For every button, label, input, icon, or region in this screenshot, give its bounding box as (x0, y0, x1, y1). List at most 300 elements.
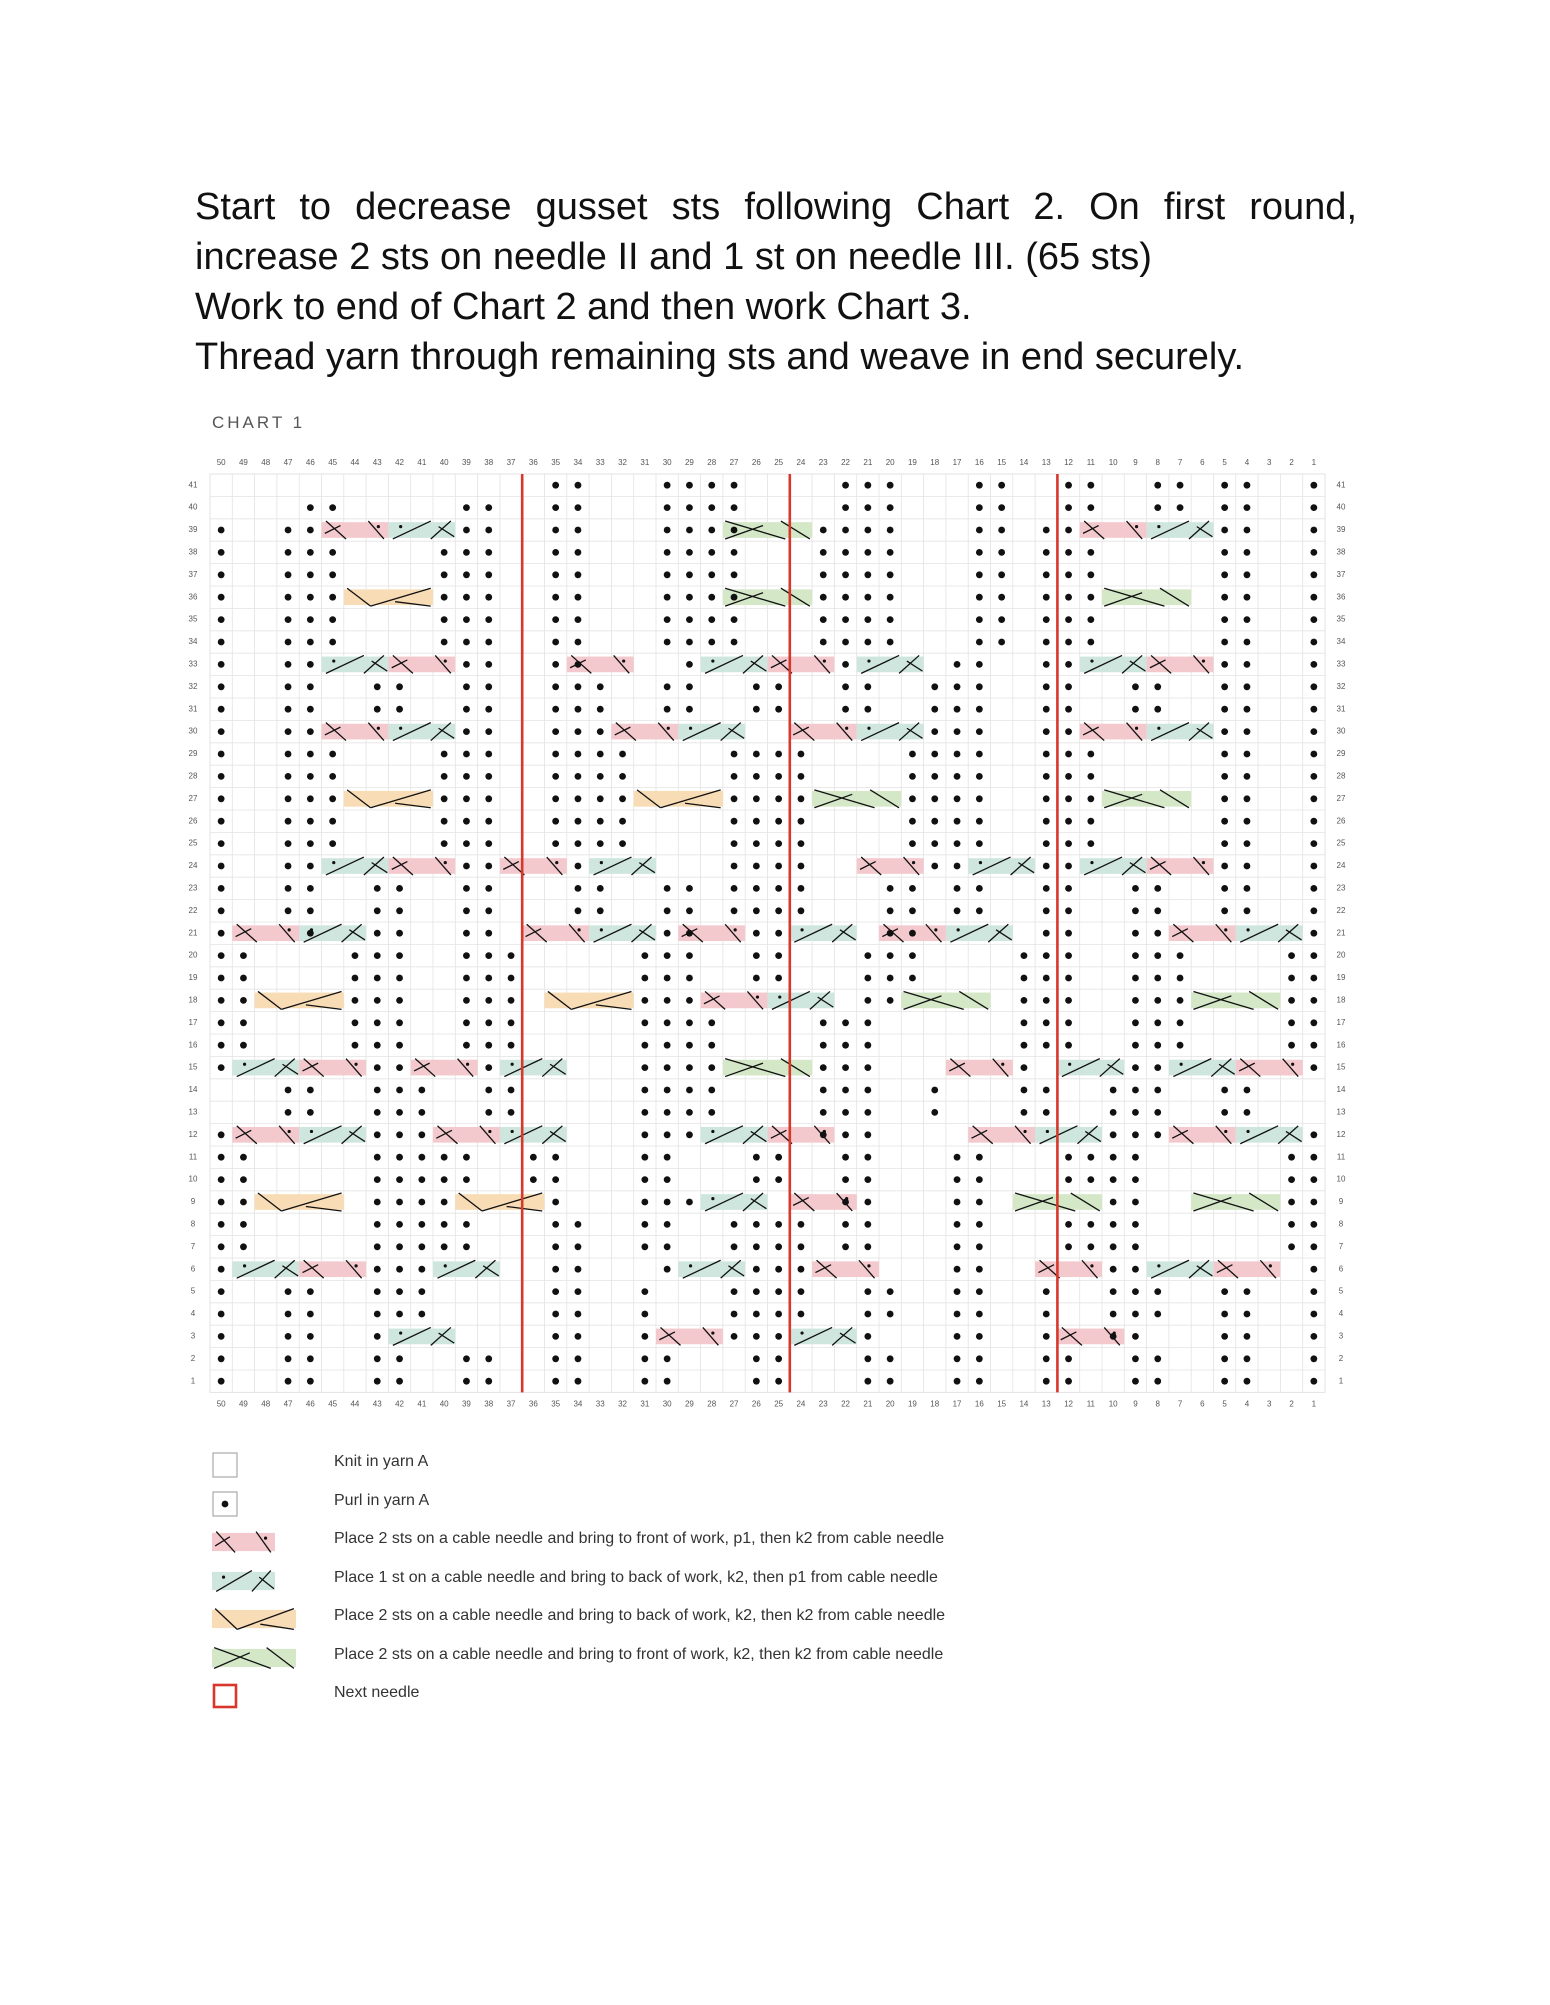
purl-dot-r20-c43 (374, 952, 381, 959)
purl-dot-r22-c20 (887, 907, 894, 914)
purl-dot-r3-c13 (1043, 1333, 1050, 1340)
purl-dot-r25-c16 (976, 840, 983, 847)
purl-dot-r24-c26 (753, 863, 760, 870)
purl-dot-r13-c21 (864, 1109, 871, 1116)
cable-pfp-r15-c46 (299, 1059, 366, 1077)
purl-dot-r30-c47 (285, 728, 292, 735)
purl-dot-r35-c47 (285, 616, 292, 623)
purl-dot-r16-c31 (641, 1042, 648, 1049)
purl-dot-r10-c16 (976, 1176, 983, 1183)
row-number-right-8: 8 (1338, 1219, 1344, 1229)
col-number-top-49: 49 (238, 458, 248, 468)
purl-dot-r41-c8 (1154, 482, 1161, 489)
purl-dot-r22-c25 (775, 907, 782, 914)
purl-dot-r7-c2 (1288, 1243, 1295, 1250)
purl-dot-r40-c21 (864, 504, 871, 511)
cable-bkp-r21-c24 (790, 924, 857, 942)
instruction-paragraph-3: Thread yarn through remaining sts and weave in end securely. (195, 336, 1245, 378)
cable-bc-r18-c48 (255, 991, 344, 1009)
col-number-top-21: 21 (863, 458, 873, 468)
purl-dot-r9-c43 (374, 1199, 381, 1206)
col-number-top-40: 40 (439, 458, 449, 468)
purl-dot-r31-c8 (1154, 706, 1161, 713)
row-number-right-7: 7 (1338, 1241, 1344, 1251)
purl-dot-r17-c50 (218, 1019, 225, 1026)
purl-dot-r31-c46 (307, 706, 314, 713)
purl-dot-r7-c10 (1110, 1243, 1117, 1250)
purl-dot-r5-c46 (307, 1288, 314, 1295)
cable-bkp-r15-c37 (500, 1059, 567, 1077)
purl-dot-r28-c34 (575, 773, 582, 780)
col-number-top-33: 33 (595, 458, 605, 468)
purl-dot-r18-c7 (1177, 997, 1184, 1004)
purl-dot-r4-c25 (775, 1311, 782, 1318)
purl-dot-r40-c15 (998, 504, 1005, 511)
purl-dot-r38-c40 (441, 549, 448, 556)
purl-dot-r14-c14 (1021, 1087, 1028, 1094)
purl-dot-r35-c1 (1310, 616, 1317, 623)
purl-dot-r29-c38 (485, 751, 492, 758)
purl-dot-r5-c9 (1132, 1288, 1139, 1295)
purl-dot-r10-c43 (374, 1176, 381, 1183)
purl-dot-r7-c22 (842, 1243, 849, 1250)
purl-dot-r32-c13 (1043, 683, 1050, 690)
purl-dot-r41-c15 (998, 482, 1005, 489)
purl-dot-r37-c11 (1087, 571, 1094, 578)
purl-dot-r34-c11 (1087, 639, 1094, 646)
col-number-bottom-29: 29 (684, 1399, 694, 1409)
purl-dot-r37-c1 (1310, 571, 1317, 578)
purl-dot-r32-c47 (285, 683, 292, 690)
purl-dot-r31-c47 (285, 706, 292, 713)
purl-dot-r8-c22 (842, 1221, 849, 1228)
purl-dot-r25-c27 (731, 840, 738, 847)
purl-dot-r23-c19 (909, 885, 916, 892)
purl-dot-r31-c39 (463, 706, 470, 713)
purl-dot-r32-c4 (1244, 683, 1251, 690)
purl-dot-r30-c46 (307, 728, 314, 735)
purl-dot-r39-c47 (285, 527, 292, 534)
purl-dot-r24-c1 (1310, 863, 1317, 870)
purl-dot-r25-c38 (485, 840, 492, 847)
purl-dot-r34-c28 (708, 639, 715, 646)
cable-pfp-r33-c25 (768, 655, 835, 673)
purl-dot-r2-c4 (1244, 1355, 1251, 1362)
purl-dot-r21-c1 (1310, 930, 1317, 937)
purl-dot-r4-c5 (1221, 1311, 1228, 1318)
next-needle-icon (212, 1683, 312, 1711)
purl-dot-r3-c31 (641, 1333, 648, 1340)
purl-dot-r25-c26 (753, 840, 760, 847)
cable-bc-r18-c35 (545, 991, 634, 1009)
row-number-right-29: 29 (1336, 749, 1346, 759)
purl-dot-r32-c29 (686, 683, 693, 690)
col-number-bottom-25: 25 (774, 1399, 784, 1409)
row-number-left-31: 31 (188, 704, 198, 714)
purl-dot-r11-c9 (1132, 1154, 1139, 1161)
purl-dot-r29-c24 (798, 751, 805, 758)
row-number-right-23: 23 (1336, 883, 1346, 893)
purl-dot-r1-c38 (485, 1378, 492, 1385)
col-number-top-2: 2 (1289, 458, 1294, 468)
purl-dot-r9-c10 (1110, 1199, 1117, 1206)
purl-dot-r18-c43 (374, 997, 381, 1004)
purl-dot-r37-c50 (218, 571, 225, 578)
purl-dot-r13-c41 (418, 1109, 425, 1116)
row-number-right-40: 40 (1336, 502, 1346, 512)
purl-dot-r30-c38 (485, 728, 492, 735)
purl-dot-r17-c30 (664, 1019, 671, 1026)
purl-dot-r22-c12 (1065, 907, 1072, 914)
purl-dot-r35-c38 (485, 616, 492, 623)
row-number-right-41: 41 (1336, 480, 1346, 490)
purl-dot-r8-c41 (418, 1221, 425, 1228)
col-number-top-27: 27 (729, 458, 739, 468)
purl-dot-r31-c43 (374, 706, 381, 713)
purl-dot-r30-c12 (1065, 728, 1072, 735)
purl-dot-r17-c39 (463, 1019, 470, 1026)
purl-dot-r18-c31 (641, 997, 648, 1004)
purl-dot-r27-c4 (1244, 795, 1251, 802)
purl-dot-r13-c10 (1110, 1109, 1117, 1116)
purl-dot-r14-c22 (842, 1087, 849, 1094)
col-number-top-24: 24 (796, 458, 806, 468)
purl-dot-r4-c8 (1154, 1311, 1161, 1318)
purl-dot-r39-c22 (842, 527, 849, 534)
purl-dot-r17-c22 (842, 1019, 849, 1026)
purl-dot-r19-c8 (1154, 975, 1161, 982)
row-number-left-5: 5 (190, 1286, 196, 1296)
purl-dot-r18-c30 (664, 997, 671, 1004)
purl-dot-r16-c2 (1288, 1042, 1295, 1049)
purl-dot-r37-c16 (976, 571, 983, 578)
cable-pfp-r6-c13 (1035, 1260, 1102, 1278)
col-number-top-48: 48 (261, 458, 271, 468)
col-number-top-9: 9 (1133, 458, 1138, 468)
purl-dot-r22-c50 (218, 907, 225, 914)
purl-dot-r27-c35 (552, 795, 559, 802)
purl-dot-r27-c16 (976, 795, 983, 802)
purl-dot-r1-c1 (1310, 1378, 1317, 1385)
purl-dot-r5-c47 (285, 1288, 292, 1295)
purl-dot-r28-c27 (731, 773, 738, 780)
purl-dot-r10-c22 (842, 1176, 849, 1183)
row-number-left-15: 15 (188, 1062, 198, 1072)
col-number-top-29: 29 (684, 458, 694, 468)
purl-dot-r27-c19 (909, 795, 916, 802)
purl-dot-r35-c35 (552, 616, 559, 623)
cable-bkp-r3-c24 (790, 1327, 857, 1345)
purl-dot-r18-c38 (485, 997, 492, 1004)
row-number-right-19: 19 (1336, 973, 1346, 983)
purl-dot-r35-c4 (1244, 616, 1251, 623)
purl-dot-r29-c11 (1087, 751, 1094, 758)
purl-dot-r20-c37 (508, 952, 515, 959)
col-number-bottom-18: 18 (930, 1399, 940, 1409)
purl-dot-r40-c12 (1065, 504, 1072, 511)
cable-bkp-r3-c42 (388, 1327, 455, 1345)
purl-dot-r2-c13 (1043, 1355, 1050, 1362)
purl-dot-r34-c12 (1065, 639, 1072, 646)
cable-pfp-r6-c46 (299, 1260, 366, 1278)
purl-dot-r26-c47 (285, 818, 292, 825)
row-number-left-10: 10 (188, 1174, 198, 1184)
purl-dot-r23-c27 (731, 885, 738, 892)
purl-dot-r2-c38 (485, 1355, 492, 1362)
purl-dot-r18-c12 (1065, 997, 1072, 1004)
purl-dot-r32-c42 (396, 683, 403, 690)
purl-dot-r8-c40 (441, 1221, 448, 1228)
purl-dot-r34-c47 (285, 639, 292, 646)
purl-dot-r21-c46 (307, 930, 314, 937)
purl-dot-r35-c34 (575, 616, 582, 623)
purl-dot-r16-c1 (1310, 1042, 1317, 1049)
purl-dot-r32-c12 (1065, 683, 1072, 690)
purl-dot-r2-c16 (976, 1355, 983, 1362)
col-number-bottom-12: 12 (1064, 1399, 1074, 1409)
purl-dot-r11-c31 (641, 1154, 648, 1161)
purl-dot-r7-c16 (976, 1243, 983, 1250)
purl-dot-r21-c20 (887, 930, 894, 937)
cable-bkp-r30-c8 (1147, 723, 1214, 741)
purl-dot-r3-c47 (285, 1333, 292, 1340)
cable-pfp-r39-c45 (322, 521, 389, 539)
purl-dot-r12-c8 (1154, 1131, 1161, 1138)
purl-dot-r30-c17 (954, 728, 961, 735)
purl-dot-r27-c12 (1065, 795, 1072, 802)
purl-dot-r29-c34 (575, 751, 582, 758)
purl-dot-r38-c39 (463, 549, 470, 556)
purl-dot-r41-c11 (1087, 482, 1094, 489)
purl-dot-r16-c38 (485, 1042, 492, 1049)
col-number-top-20: 20 (885, 458, 895, 468)
purl-dot-r16-c21 (864, 1042, 871, 1049)
purl-dot-r38-c46 (307, 549, 314, 556)
instruction-paragraph-1: Start to decrease gusset sts following Chart 2. On first round, increase 2 sts on needle II and 1 st on needle III. (65 sts) (195, 186, 1357, 278)
purl-dot-r22-c5 (1221, 907, 1228, 914)
row-number-left-1: 1 (190, 1376, 196, 1386)
col-number-bottom-4: 4 (1244, 1399, 1250, 1409)
purl-dot-r36-c11 (1087, 594, 1094, 601)
purl-dot-r5-c34 (575, 1288, 582, 1295)
purl-dot-r16-c37 (508, 1042, 515, 1049)
purl-dot-r16-c13 (1043, 1042, 1050, 1049)
purl-dot-r20-c13 (1043, 952, 1050, 959)
purl-dot-r7-c9 (1132, 1243, 1139, 1250)
col-number-bottom-47: 47 (283, 1399, 293, 1409)
purl-dot-r10-c31 (641, 1176, 648, 1183)
purl-dot-r3-c34 (575, 1333, 582, 1340)
row-number-right-31: 31 (1336, 704, 1346, 714)
purl-dot-r14-c42 (396, 1087, 403, 1094)
purl-dot-r32-c25 (775, 683, 782, 690)
purl-dot-r16-c50 (218, 1042, 225, 1049)
col-number-top-12: 12 (1064, 458, 1074, 468)
purl-dot-r17-c42 (396, 1019, 403, 1026)
purl-dot-r26-c34 (575, 818, 582, 825)
purl-dot-r31-c34 (575, 706, 582, 713)
purl-dot-r1-c9 (1132, 1378, 1139, 1385)
purl-dot-r11-c50 (218, 1154, 225, 1161)
row-number-right-21: 21 (1336, 928, 1346, 938)
purl-dot-r9-c35 (552, 1199, 559, 1206)
purl-dot-r17-c14 (1021, 1019, 1028, 1026)
col-number-bottom-37: 37 (506, 1399, 516, 1409)
purl-dot-r31-c38 (485, 706, 492, 713)
purl-dot-r11-c42 (396, 1154, 403, 1161)
purl-dot-r8-c11 (1087, 1221, 1094, 1228)
purl-dot-r33-c1 (1310, 661, 1317, 668)
row-number-right-20: 20 (1336, 950, 1346, 960)
purl-dot-r2-c8 (1154, 1355, 1161, 1362)
purl-dot-r8-c17 (954, 1221, 961, 1228)
purl-dot-r18-c13 (1043, 997, 1050, 1004)
purl-dot-r19-c42 (396, 975, 403, 982)
purl-dot-r38-c30 (664, 549, 671, 556)
cable-pfp-r30-c11 (1080, 723, 1147, 741)
purl-dot-r11-c2 (1288, 1154, 1295, 1161)
col-number-bottom-50: 50 (216, 1399, 226, 1409)
purl-dot-r20-c44 (352, 952, 359, 959)
purl-dot-r25-c46 (307, 840, 314, 847)
purl-dot-r39-c23 (820, 527, 827, 534)
row-number-left-22: 22 (188, 905, 198, 915)
purl-dot-r28-c11 (1087, 773, 1094, 780)
purl-dot-r33-c17 (954, 661, 961, 668)
purl-dot-r36-c27 (731, 594, 738, 601)
purl-dot-r7-c30 (664, 1243, 671, 1250)
purl-dot-r29-c39 (463, 751, 470, 758)
purl-dot-r8-c39 (463, 1221, 470, 1228)
purl-dot-r41-c21 (864, 482, 871, 489)
purl-dot-r6-c10 (1110, 1266, 1117, 1273)
purl-dot-r13-c42 (396, 1109, 403, 1116)
purl-dot-r14-c9 (1132, 1087, 1139, 1094)
purl-dot-r18-c2 (1288, 997, 1295, 1004)
purl-dot-r22-c16 (976, 907, 983, 914)
col-number-top-46: 46 (305, 458, 315, 468)
purl-dot-r21-c39 (463, 930, 470, 937)
purl-dot-r24-c46 (307, 863, 314, 870)
purl-dot-r37-c29 (686, 571, 693, 578)
purl-dot-r6-c16 (976, 1266, 983, 1273)
purl-dot-r7-c41 (418, 1243, 425, 1250)
back-cable-icon (212, 1606, 312, 1634)
row-number-left-26: 26 (188, 816, 198, 826)
purl-dot-r13-c23 (820, 1109, 827, 1116)
purl-dot-r13-c14 (1021, 1109, 1028, 1116)
purl-dot-r41-c29 (686, 482, 693, 489)
purl-dot-r13-c37 (508, 1109, 515, 1116)
purl-dot-r26-c27 (731, 818, 738, 825)
purl-dot-r7-c39 (463, 1243, 470, 1250)
cable-bkp-r6-c29 (678, 1260, 745, 1278)
purl-dot-r22-c4 (1244, 907, 1251, 914)
purl-dot-r39-c1 (1310, 527, 1317, 534)
purl-dot-r31-c5 (1221, 706, 1228, 713)
purl-dot-r28-c33 (597, 773, 604, 780)
purl-dot-r32-c39 (463, 683, 470, 690)
purl-dot-r2-c30 (664, 1355, 671, 1362)
purl-dot-r18-c1 (1310, 997, 1317, 1004)
purl-dot-r10-c11 (1087, 1176, 1094, 1183)
purl-dot-r9-c16 (976, 1199, 983, 1206)
purl-dot-r1-c13 (1043, 1378, 1050, 1385)
purl-dot-r33-c34 (575, 661, 582, 668)
purl-dot-r37-c12 (1065, 571, 1072, 578)
purl-dot-r41-c22 (842, 482, 849, 489)
purl-dot-r26-c46 (307, 818, 314, 825)
purl-dot-r33-c46 (307, 661, 314, 668)
purl-dot-r23-c38 (485, 885, 492, 892)
purl-dot-r15-c38 (485, 1064, 492, 1071)
purl-dot-r27-c18 (931, 795, 938, 802)
col-number-top-38: 38 (484, 458, 494, 468)
col-number-bottom-33: 33 (595, 1399, 605, 1409)
purl-dot-r39-c28 (708, 527, 715, 534)
purl-dot-r1-c30 (664, 1378, 671, 1385)
purl-dot-r28-c32 (619, 773, 626, 780)
row-number-right-26: 26 (1336, 816, 1346, 826)
purl-dot-r39-c30 (664, 527, 671, 534)
purl-dot-r32-c33 (597, 683, 604, 690)
purl-dot-r22-c33 (597, 907, 604, 914)
purl-dot-r39-c15 (998, 527, 1005, 534)
purl-dot-r18-c44 (352, 997, 359, 1004)
col-number-bottom-31: 31 (640, 1399, 650, 1409)
col-number-top-19: 19 (907, 458, 917, 468)
purl-dot-r19-c7 (1177, 975, 1184, 982)
purl-dot-r21-c12 (1065, 930, 1072, 937)
cable-bkp-r6-c40 (433, 1260, 500, 1278)
purl-dot-r26-c32 (619, 818, 626, 825)
cable-pfp-r24-c8 (1147, 857, 1214, 875)
purl-dot-r9-c17 (954, 1199, 961, 1206)
purl-dot-r5-c13 (1043, 1288, 1050, 1295)
col-number-top-50: 50 (216, 458, 226, 468)
cable-bc-r27-c44 (344, 790, 433, 808)
purl-dot-r16-c22 (842, 1042, 849, 1049)
col-number-bottom-34: 34 (573, 1399, 583, 1409)
purl-dot-r19-c13 (1043, 975, 1050, 982)
row-number-left-9: 9 (190, 1197, 196, 1207)
col-number-top-18: 18 (930, 458, 940, 468)
cable-bkp-r12-c37 (500, 1126, 567, 1144)
purl-dot-r26-c26 (753, 818, 760, 825)
row-number-left-37: 37 (188, 569, 198, 579)
purl-dot-r25-c50 (218, 840, 225, 847)
purl-dot-r25-c45 (329, 840, 336, 847)
purl-dot-r26-c25 (775, 818, 782, 825)
col-number-bottom-45: 45 (328, 1399, 338, 1409)
purl-dot-r35-c22 (842, 616, 849, 623)
purl-dot-r22-c1 (1310, 907, 1317, 914)
purl-dot-r34-c22 (842, 639, 849, 646)
purl-dot-r33-c16 (976, 661, 983, 668)
purl-dot-r33-c4 (1244, 661, 1251, 668)
purl-dot-r41-c1 (1310, 482, 1317, 489)
legend-label-next-needle: Next needle (334, 1684, 420, 1701)
row-number-left-4: 4 (190, 1309, 196, 1319)
purl-dot-r32-c8 (1154, 683, 1161, 690)
purl-dot-r20-c12 (1065, 952, 1072, 959)
row-number-right-1: 1 (1338, 1376, 1344, 1386)
purl-dot-r5-c21 (864, 1288, 871, 1295)
chart-title: CHART 1 (212, 413, 306, 432)
purl-dot-r35-c23 (820, 616, 827, 623)
purl-dot-r18-c21 (864, 997, 871, 1004)
purl-dot-r39-c20 (887, 527, 894, 534)
